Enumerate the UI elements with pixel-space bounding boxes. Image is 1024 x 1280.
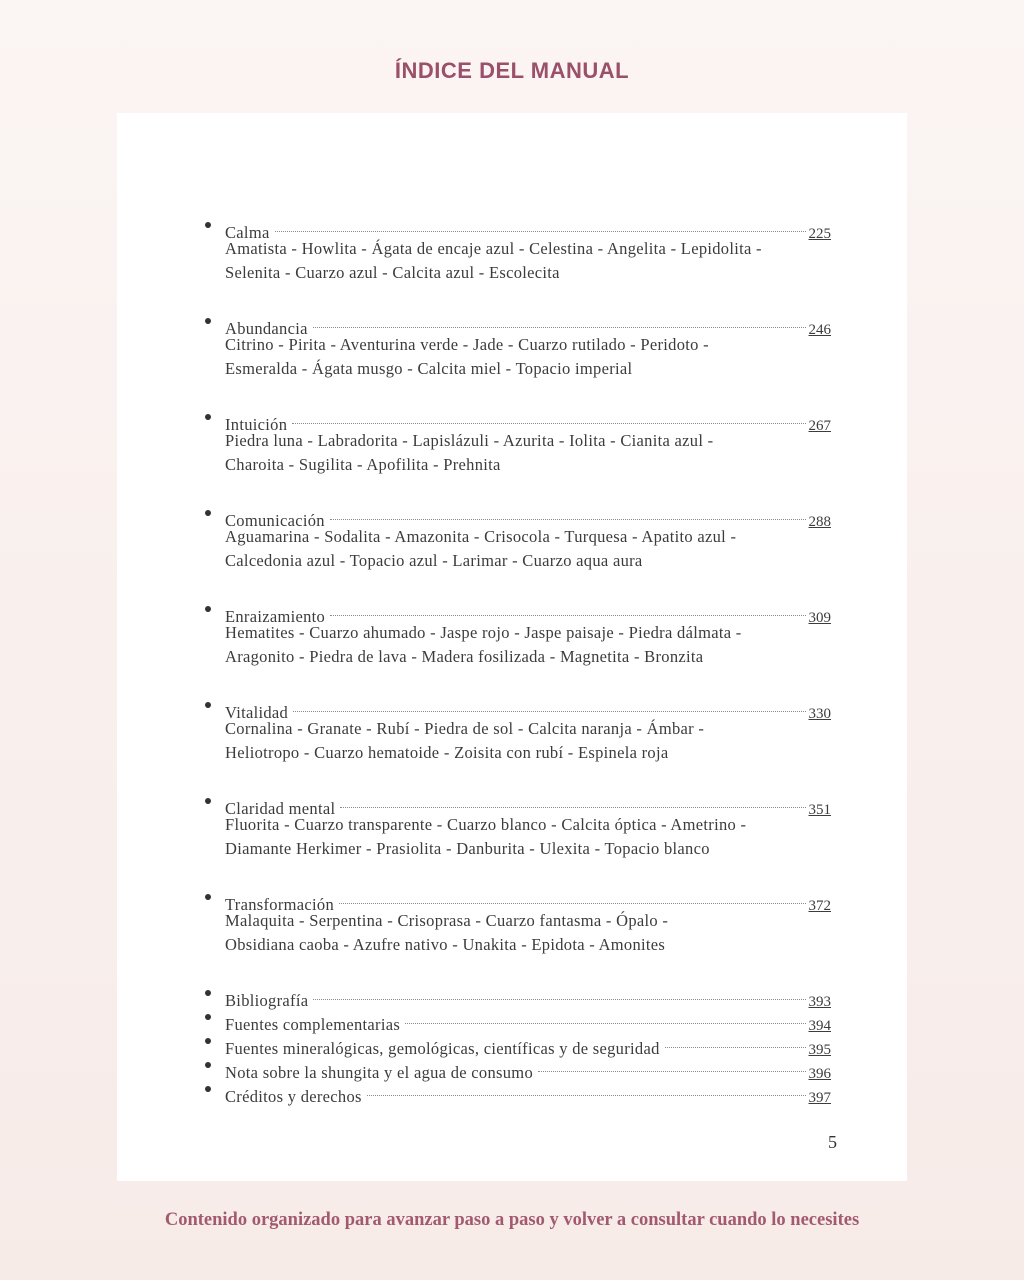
bullet-icon	[205, 798, 211, 804]
bullet-icon	[205, 414, 211, 420]
dot-leader	[330, 591, 805, 616]
bullet-icon	[205, 510, 211, 516]
stone-list-line: Cornalina - Granate - Rubí - Piedra de sol - Calcita naranja - Ámbar -	[225, 719, 705, 738]
toc-entry[interactable]	[225, 789, 831, 818]
stone-list-line: Fluorita - Cuarzo transparente - Cuarzo blanco - Calcita óptica - Ametrino -	[225, 815, 747, 834]
page-title: ÍNDICE DEL MANUAL	[394, 58, 630, 83]
toc-section-claridad-mental	[205, 789, 831, 861]
toc-entry-title: Intuición	[225, 415, 288, 434]
footer-caption: Contenido organizado para avanzar paso a paso y volver a consultar cuando lo necesites	[164, 1210, 860, 1230]
toc-extras	[205, 981, 831, 1106]
bullet-icon	[205, 318, 211, 324]
dot-leader	[330, 495, 806, 520]
bullet-icon	[205, 222, 211, 228]
toc-page-link[interactable]: 393	[808, 994, 831, 1010]
stone-list-line: Selenita - Cuarzo azul - Calcita azul - Escolecita	[225, 263, 560, 282]
stone-list-line: Amatista - Howlita - Ágata de encaje azul - Celestina - Angelita - Lepidolita -	[225, 239, 762, 258]
stone-list-line: Charoita - Sugilita - Apofilita - Prehnita	[225, 455, 501, 474]
toc-page-link[interactable]: 225	[808, 226, 831, 242]
toc-page-link[interactable]: 394	[808, 1018, 831, 1034]
toc-page-link[interactable]: 246	[808, 322, 831, 338]
toc-section-calma	[205, 213, 831, 285]
toc-page-link[interactable]: 309	[808, 610, 831, 626]
dot-leader	[340, 783, 805, 808]
bullet-icon	[205, 606, 211, 612]
toc-section-vitalidad	[205, 693, 831, 765]
toc-entry-title: Vitalidad	[225, 703, 289, 722]
toc-section-intuicion	[205, 405, 831, 477]
stone-list-line: Citrino - Pirita - Aventurina verde - Jade - Cuarzo rutilado - Peridoto -	[225, 335, 709, 354]
bullet-icon	[205, 1038, 211, 1044]
toc-entry[interactable]	[225, 693, 831, 722]
toc-section-transformacion	[205, 885, 831, 957]
toc-entry[interactable]	[225, 597, 831, 626]
dot-leader	[367, 1071, 806, 1096]
toc-entry-title: Abundancia	[225, 319, 308, 338]
dot-leader	[339, 879, 806, 904]
stone-list-line: Hematites - Cuarzo ahumado - Jaspe rojo - Jaspe paisaje - Piedra dálmata -	[225, 623, 742, 642]
bullet-icon	[205, 990, 211, 996]
dot-leader	[665, 1023, 806, 1048]
toc-page-link[interactable]: 267	[808, 418, 831, 434]
table-of-contents	[205, 213, 831, 1106]
dot-leader	[313, 975, 805, 1000]
toc-entry-title: Enraizamiento	[225, 607, 326, 626]
toc-entry-title: Fuentes mineralógicas, gemológicas, científicas y de seguridad	[225, 1039, 660, 1058]
stone-list-line: Esmeralda - Ágata musgo - Calcita miel - Topacio imperial	[225, 359, 633, 378]
toc-entry-title: Bibliografía	[225, 991, 309, 1010]
stone-list-line: Aragonito - Piedra de lava - Madera fosilizada - Magnetita - Bronzita	[225, 647, 704, 666]
dot-leader	[313, 303, 806, 328]
toc-entry-title: Comunicación	[225, 511, 325, 530]
dot-leader	[293, 687, 805, 712]
stone-list-line: Diamante Herkimer - Prasiolita - Danburita - Ulexita - Topacio blanco	[225, 839, 710, 858]
toc-page-link[interactable]: 330	[808, 706, 831, 722]
bullet-icon	[205, 702, 211, 708]
toc-entry-title: Fuentes complementarias	[225, 1015, 401, 1034]
stone-list-line: Aguamarina - Sodalita - Amazonita - Crisocola - Turquesa - Apatito azul -	[225, 527, 737, 546]
toc-entry[interactable]	[225, 213, 831, 242]
toc-page-link[interactable]: 397	[808, 1090, 831, 1106]
toc-entry-title: Calma	[225, 223, 270, 242]
toc-entry[interactable]	[225, 885, 831, 914]
bullet-icon	[205, 1014, 211, 1020]
stone-list-line: Calcedonia azul - Topacio azul - Larimar - Cuarzo aqua aura	[225, 551, 643, 570]
stone-list-line: Malaquita - Serpentina - Crisoprasa - Cuarzo fantasma - Ópalo -	[225, 911, 669, 930]
bullet-icon	[205, 1062, 211, 1068]
toc-page-link[interactable]: 351	[808, 802, 831, 818]
document-page	[117, 113, 907, 1181]
toc-entry[interactable]	[225, 405, 831, 434]
toc-extra-item	[205, 1077, 831, 1106]
toc-page-link[interactable]: 288	[808, 514, 831, 530]
toc-entry-title: Transformación	[225, 895, 334, 914]
toc-section-comunicacion	[205, 501, 831, 573]
bullet-icon	[205, 1086, 211, 1092]
dot-leader	[292, 399, 805, 424]
dot-leader	[405, 999, 805, 1024]
dot-leader	[275, 207, 806, 232]
stone-list-line: Heliotropo - Cuarzo hematoide - Zoisita con rubí - Espinela roja	[225, 743, 669, 762]
toc-entry-title: Claridad mental	[225, 799, 336, 818]
stone-list-line: Obsidiana caoba - Azufre nativo - Unakita - Epidota - Amonites	[225, 935, 666, 954]
toc-entry[interactable]	[225, 309, 831, 338]
toc-section-abundancia	[205, 309, 831, 381]
page-number: 5	[828, 1132, 837, 1152]
bullet-icon	[205, 894, 211, 900]
toc-entry-title: Créditos y derechos	[225, 1087, 362, 1106]
toc-page-link[interactable]: 395	[808, 1042, 831, 1058]
toc-page-link[interactable]: 396	[808, 1066, 831, 1082]
stone-list-line: Piedra luna - Labradorita - Lapislázuli - Azurita - Iolita - Cianita azul -	[225, 431, 714, 450]
toc-section-enraizamiento	[205, 597, 831, 669]
toc-entry[interactable]	[225, 1077, 831, 1106]
toc-entry[interactable]	[225, 501, 831, 530]
toc-page-link[interactable]: 372	[808, 898, 831, 914]
dot-leader	[538, 1047, 806, 1072]
toc-entry-title: Nota sobre la shungita y el agua de consumo	[225, 1063, 533, 1082]
